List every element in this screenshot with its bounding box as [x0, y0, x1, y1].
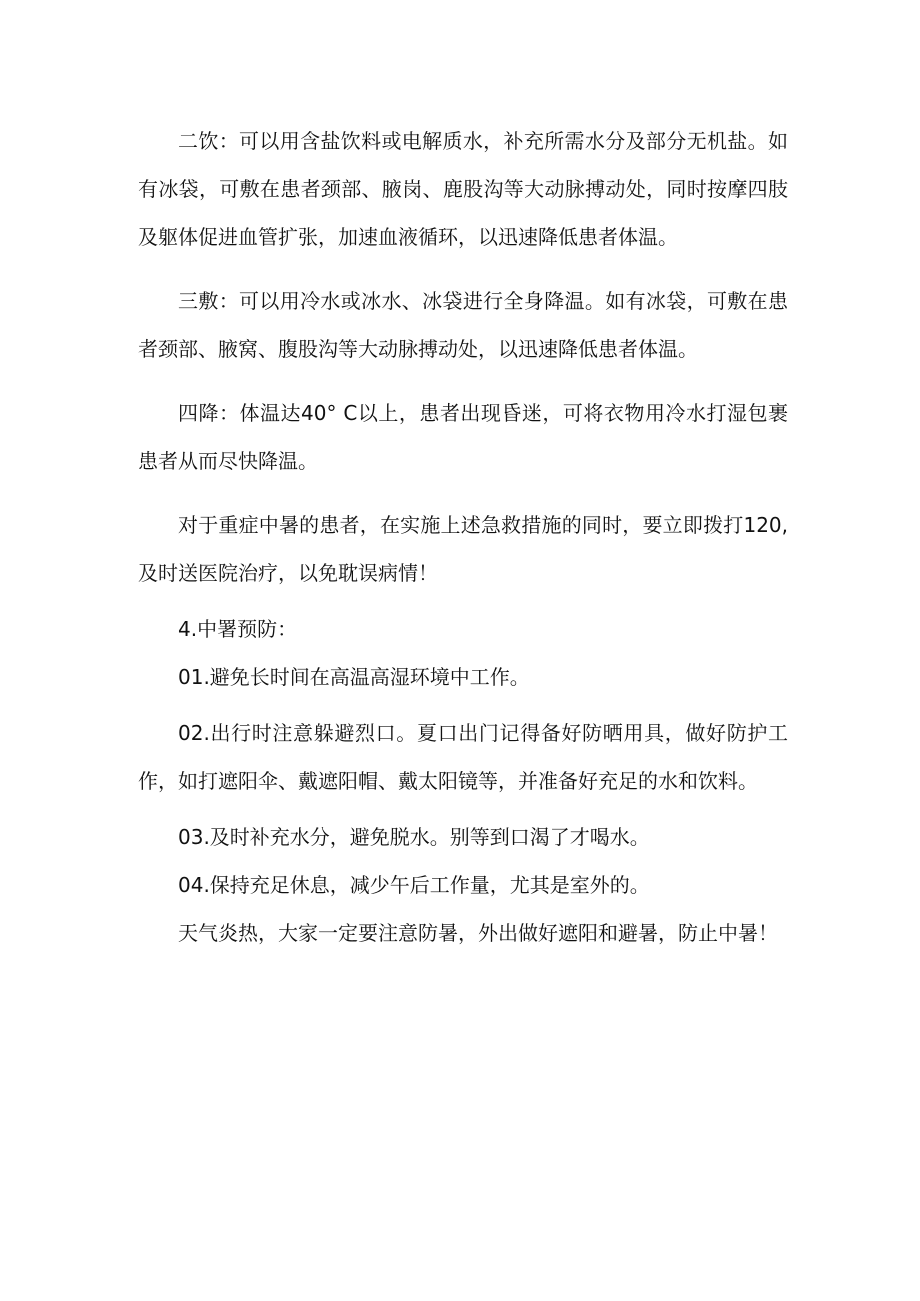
paragraph-cooling: 四降：体温达40° C以上，患者出现昏迷，可将衣物用冷水打湿包裹患者从而尽快降温。	[138, 401, 788, 473]
list-item-03: 03.及时补充水分，避免脱水。别等到口渴了才喝水。	[178, 825, 650, 849]
paragraph-drinking: 二饮：可以用含盐饮料或电解质水，补充所需水分及部分无机盐。如有冰袋，可敷在患者颈部、腋岗、鹿股沟等大动脉搏动处，同时按摩四肢及躯体促进血管扩张，加速血液循环，以迅速降低患者体温。	[138, 129, 788, 249]
paragraph-severe-case: 对于重症中暑的患者，在实施上述急救措施的同时，要立即拨打120,及时送医院治疗，以免耽误病情！	[138, 513, 788, 585]
section-heading-prevention: 4.中署预防：	[178, 617, 298, 641]
list-item-01: 01.避免长时间在高温高湿环境中工作。	[178, 665, 530, 689]
document-body	[138, 117, 788, 965]
list-item-04: 04.保持充足休息，减少午后工作量，尤其是室外的。	[178, 873, 650, 897]
paragraph-cold-compress: 三敷：可以用冷水或冰水、冰袋进行全身降温。如有冰袋，可敷在患者颈部、腋窝、腹股沟等大动脉搏动处，以迅速降低患者体温。	[138, 289, 788, 361]
closing-paragraph: 天气炎热，大家一定要注意防暑，外出做好遮阳和避暑，防止中暑！	[178, 921, 778, 945]
list-item-02: 02.出行时注意躲避烈口。夏口出门记得备好防晒用具，做好防护工作，如打遮阳伞、戴遮阳帽、戴太阳镜等，并准备好充足的水和饮料。	[138, 721, 788, 793]
